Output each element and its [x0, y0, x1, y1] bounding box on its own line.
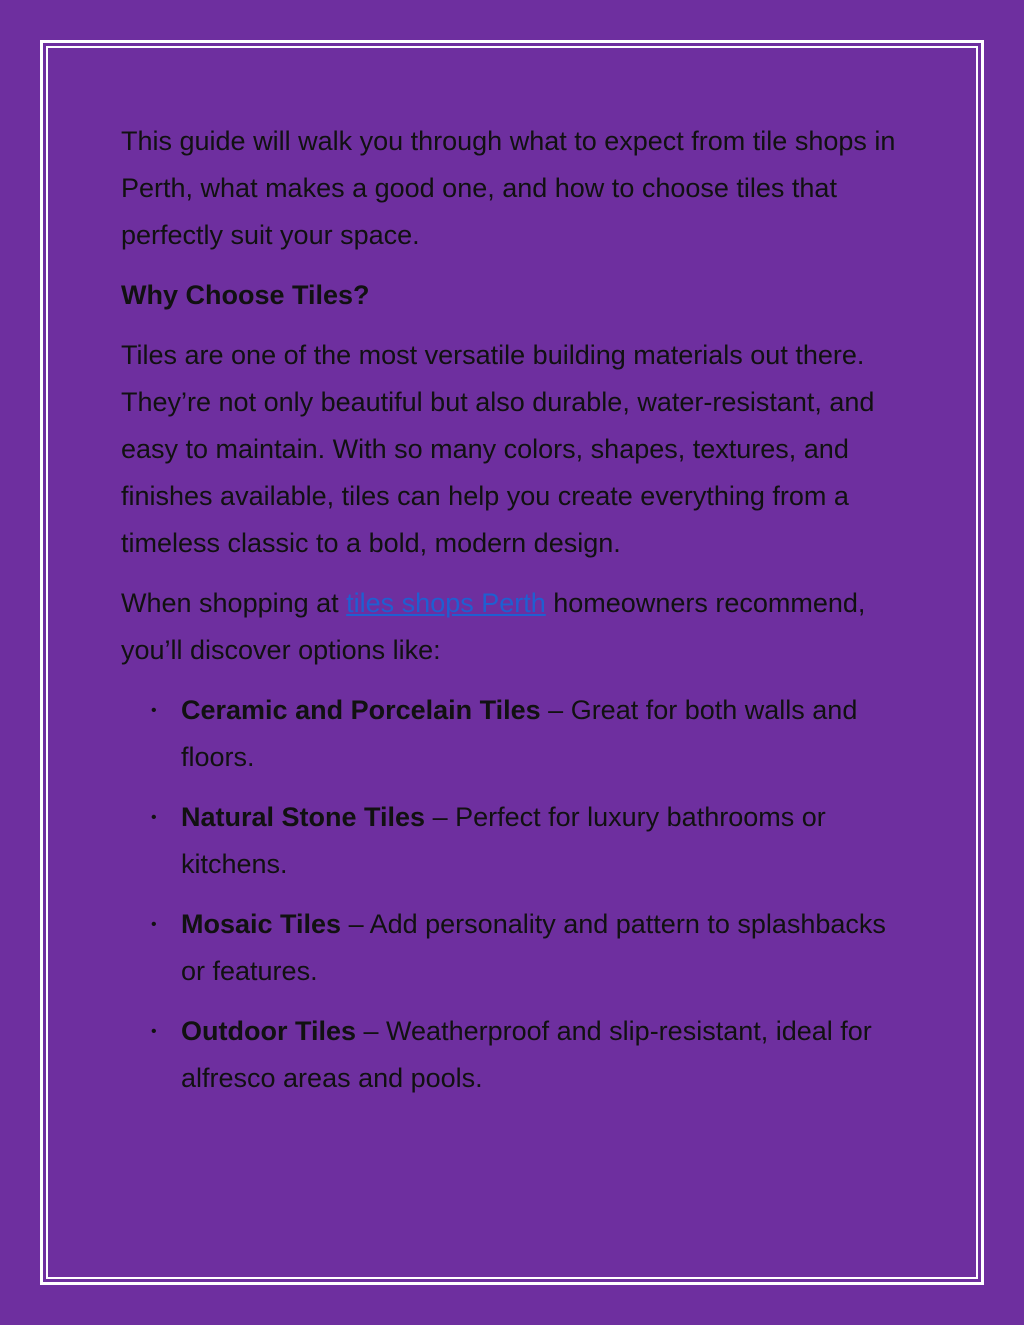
bullet-icon: • — [151, 702, 157, 719]
option-name: Mosaic Tiles — [181, 909, 342, 939]
section-heading: Why Choose Tiles? — [121, 280, 370, 310]
list-item — [121, 901, 911, 995]
body-paragraph: Tiles are one of the most versatile building materials out there. They’re not only beautiful but also durable, water-resistant, and easy to maintain. With so many colors, shapes, textures, and finishes available, tiles can help you create everything from a timeless classic to a bold, modern design. — [121, 340, 875, 558]
option-name: Natural Stone Tiles — [181, 802, 426, 832]
bullet-icon: • — [151, 916, 157, 933]
page-content — [121, 118, 911, 1115]
option-name: Outdoor Tiles — [181, 1016, 357, 1046]
tile-options-list — [121, 687, 911, 1102]
tiles-shops-link[interactable]: tiles shops Perth — [346, 588, 546, 618]
option-name: Ceramic and Porcelain Tiles — [181, 695, 541, 725]
option-desc: – Add personality and pattern to splashbacks or features. — [181, 909, 886, 986]
option-desc: – Weatherproof and slip-resistant, ideal for alfresco areas and pools. — [181, 1016, 872, 1093]
list-item — [121, 687, 911, 781]
bullet-icon: • — [151, 1023, 157, 1040]
option-desc: – Perfect for luxury bathrooms or kitchens. — [181, 802, 826, 879]
shopping-paragraph — [121, 580, 911, 674]
shopping-text-before: When shopping at — [121, 588, 347, 618]
option-desc: – Great for both walls and floors. — [181, 695, 858, 772]
shopping-text-after: homeowners recommend, you’ll discover options like: — [121, 588, 866, 665]
list-item — [121, 794, 911, 888]
list-item — [121, 1008, 911, 1102]
bullet-icon: • — [151, 809, 157, 826]
intro-paragraph: This guide will walk you through what to expect from tile shops in Perth, what makes a good one, and how to choose tiles that perfectly suit your space. — [121, 126, 896, 250]
